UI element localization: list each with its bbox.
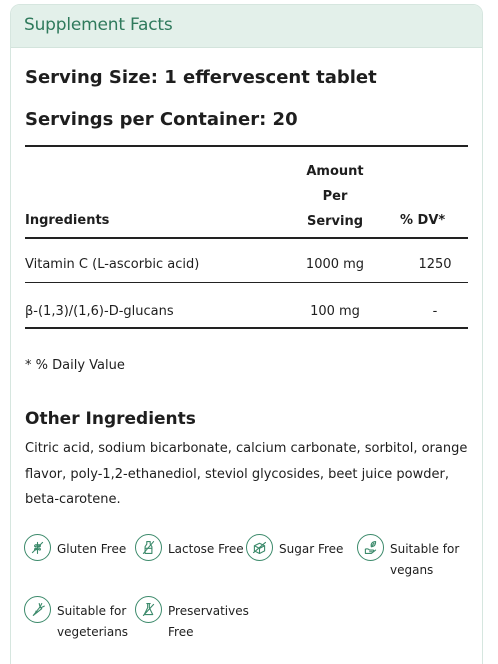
panel-header xyxy=(11,5,482,48)
column-header-ingredients: Ingredients xyxy=(25,213,110,228)
vegan-hand-leaf-icon xyxy=(357,534,384,561)
column-header-amount-line2: Per xyxy=(322,189,348,204)
badge-sugar-free xyxy=(246,534,343,561)
column-header-amount-line3: Serving xyxy=(306,214,364,229)
badge-vegetarian xyxy=(24,596,128,643)
row-glucans-amount: 100 mg xyxy=(310,304,360,319)
table-row-divider xyxy=(25,282,468,283)
badge-vegetarian-label: Suitable for vegeterians xyxy=(57,604,129,639)
wheat-crossed-icon xyxy=(24,534,51,561)
column-header-amount xyxy=(295,159,375,234)
milk-bottle-crossed-icon xyxy=(135,534,162,561)
other-ingredients-text: Citric acid, sodium bicarbonate, calcium carbonate, sorbitol, orange flavor, poly-1,2-ethanediol, steviol glycosides, beet juice powder, beta-carotene. xyxy=(25,441,468,507)
badge-gluten-free xyxy=(24,534,126,561)
row-vitamin-c-ingredient: Vitamin C (L-ascorbic acid) xyxy=(25,257,200,272)
carrot-icon xyxy=(24,596,51,623)
table-bottom-rule xyxy=(25,327,468,329)
serving-size: Serving Size: 1 effervescent tablet xyxy=(25,67,377,88)
table-header-rule xyxy=(25,237,468,239)
sugar-cube-crossed-icon xyxy=(246,534,273,561)
row-glucans-ingredient: β-(1,3)/(1,6)-D-glucans xyxy=(25,304,174,319)
supplement-facts-panel xyxy=(10,4,483,664)
row-vitamin-c-amount: 1000 mg xyxy=(305,257,365,272)
column-header-dv: % DV* xyxy=(400,213,446,228)
row-glucans-dv: - xyxy=(432,304,438,319)
flask-crossed-icon xyxy=(135,596,162,623)
badge-sugar-free-label: Sugar Free xyxy=(279,542,344,556)
column-header-amount-line1: Amount xyxy=(306,164,364,179)
badge-vegan-label: Suitable for vegans xyxy=(390,542,460,577)
badge-gluten-free-label: Gluten Free xyxy=(57,542,127,556)
servings-per-container: Servings per Container: 20 xyxy=(25,109,298,130)
panel-title: Supplement Facts xyxy=(24,15,173,35)
other-ingredients-title: Other Ingredients xyxy=(25,409,196,429)
table-top-rule xyxy=(25,145,468,147)
badge-vegan xyxy=(357,534,459,581)
row-vitamin-c-dv: 1250 xyxy=(418,257,452,272)
badge-lactose-free-label: Lactose Free xyxy=(168,542,244,556)
badge-preservatives-free xyxy=(135,596,249,643)
daily-value-footnote: * % Daily Value xyxy=(25,358,125,373)
badge-lactose-free xyxy=(135,534,244,561)
badge-preservatives-free-label: Preservatives Free xyxy=(168,604,249,639)
